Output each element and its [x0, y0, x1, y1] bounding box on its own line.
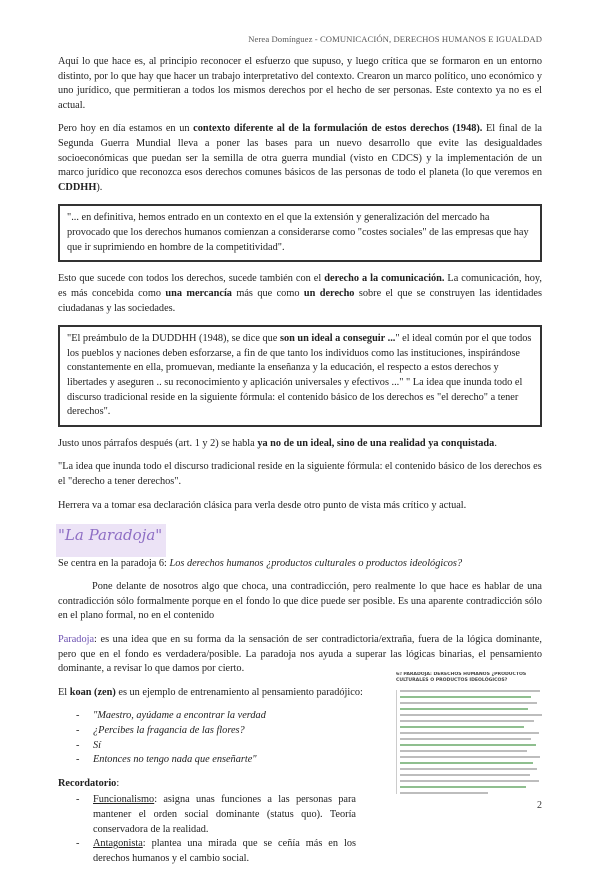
quote-box-preamble	[58, 325, 542, 427]
paragraph-articles	[58, 437, 542, 452]
quote-text	[67, 332, 533, 420]
section-title: "La Paradoja"	[58, 525, 162, 546]
bold-run: son un ideal a conseguir ...	[279, 333, 396, 345]
thumbnail-line	[400, 744, 536, 746]
italic-run: "Maestro, ayúdame a encontrar la verdad	[93, 710, 266, 722]
quote-text: "... en definitiva, hemos entrado en un contexto en el que la extensión y generalización del mercado ha provocado que los derechos humanos comienzan a considerarse como "costes sociales" de las empresas que hay que ir suprimiendo en hombre de la competitividad".	[67, 212, 529, 253]
text-run: .	[494, 437, 497, 449]
paragraph-communication-right	[58, 272, 542, 316]
thumbnail-line	[400, 714, 542, 716]
paragraph-formula: "La idea que inunda todo el discurso tradicional reside en la siguiente fórmula: el contenido básico de los derechos es el "derecho a tener derechos".	[58, 461, 542, 488]
paragraph-paradox-definition	[58, 633, 542, 677]
text-run: sobre el que se construyen las identidades ciudadanas y las sociedades.	[58, 287, 542, 314]
text-run: más que como	[231, 287, 304, 299]
thumbnail-line	[400, 780, 539, 782]
thumbnail-line	[400, 726, 524, 728]
term-paradoja: Paradoja	[58, 633, 95, 645]
italic-run: Los derechos humanos ¿productos culturales o productos ideológicos?	[169, 557, 463, 569]
thumbnail-line	[400, 738, 531, 740]
italic-run: Sí	[93, 739, 102, 751]
thumbnail-line	[400, 732, 539, 734]
text-run: Pero hoy en día estamos en un	[58, 123, 194, 135]
italic-run: Entonces no tengo nada que enseñarte"	[93, 754, 257, 766]
list-item	[76, 793, 356, 837]
thumbnail-line	[400, 792, 488, 794]
bold-run: CDDHH	[58, 181, 97, 193]
text-run: Justo unos párrafos después (art. 1 y 2) se habla	[58, 437, 258, 449]
thumbnail-line	[400, 708, 528, 710]
list-item	[76, 837, 356, 866]
italic-run: ¿Percibes la fragancia de las flores?	[93, 725, 245, 737]
paragraph-herrera: Herrera va a tomar esa declaración clásica para verla desde otro punto de vista más crítico y actual.	[58, 499, 467, 511]
paragraph-contradiction: Pone delante de nosotros algo que choca, una contradicción, pero realmente lo que hace es hablar de una contradicción sólo formalmente porque en el fondo lo que dice puede ser posible. Es una aparente contradicción sólo en el plano formal, no en el contenido	[58, 581, 542, 622]
page-number: 2	[537, 800, 542, 811]
section-title-wrapper	[58, 522, 162, 556]
text-run: " el ideal común por el que todos los pueblos y naciones deben esforzarse, a fin de que tanto los individuos como las instituciones, inspirándose constantemente en ella, promuevan, mediante la enseñanza y la educación, el respecto a estos derechos y libertades y aseguren .. su reconocimiento y aplicación universales y efectivos ..." " La idea que inunda todo el discurso tradicional reside en la siguiente fórmula: el contenido básico de los derechos es "el derecho" a tener derechos".	[67, 333, 532, 418]
thumbnail-line	[400, 774, 530, 776]
text-run: Esto que sucede con todos los derechos, sucede también con el	[58, 273, 325, 285]
text-run: : asigna unas funciones a las personas para mantener el orden social dominante (status quo). Teoría conservadora de la realidad.	[93, 794, 356, 835]
thumbnail-line	[400, 720, 534, 722]
thumbnail-line	[400, 696, 531, 698]
text-run: : plantea una mirada que se ceñía más en los derechos humanos y el cambio social.	[93, 838, 356, 864]
bold-run: contexto diferente al de la formulación de estos derechos (1948).	[193, 123, 483, 135]
term-antagonista: Antagonista	[93, 838, 143, 850]
paragraph-context: Aquí lo que hace es, al principio reconocer el esfuerzo que supuso, y luego crítica que se formaron en un entorno distinto, por lo que hay que hacer un trabajo interpretativo del contexto. Crearon un marco político, uno económico y uno jurídico, que permitieran a todos los mismos derechos por el hecho de ser personas. Este contexto ya no es el actual.	[58, 56, 542, 111]
embedded-document-thumbnail	[396, 672, 546, 838]
bold-run: ya no de un ideal, sino de una realidad ya conquistada	[257, 437, 495, 449]
thumbnail-line	[400, 762, 533, 764]
text-run: El	[58, 686, 70, 698]
thumbnail-line	[400, 768, 537, 770]
thumbnail-title: 6ª PARADOJA: DERECHOS HUMANOS ¿PRODUCTOS CULTURALES O PRODUCTOS IDEOLÓGICOS?	[396, 672, 527, 683]
term-funcionalismo: Funcionalismo	[93, 794, 155, 806]
text-run: "El preámbulo de la DUDDHH (1948), se dice que	[67, 333, 280, 345]
page-header: Nerea Domínguez - COMUNICACIÓN, DERECHOS HUMANOS E IGUALDAD	[248, 34, 542, 44]
thumbnail-line	[400, 756, 540, 758]
text-run: El final de la Segunda Guerra Mundial lleva a poner las bases para un nuevo desarrollo que evite las desigualdades socioeconómicas que puedan ser la semilla de otra guerra mundial (visto en CDCS) y la implementación de un marco jurídico que reconozca esos derechos comunes básicos de las personas de todo el planeta (lo que veremos en	[58, 123, 543, 179]
text-run: La comunicación, hoy, es más concebida como	[58, 273, 542, 299]
recordatorio-list	[58, 793, 356, 866]
paragraph-different-context	[58, 122, 542, 195]
quote-box-market	[58, 204, 542, 262]
thumbnail-line	[400, 750, 527, 752]
text-run: :	[116, 777, 120, 789]
bold-run: koan (zen)	[69, 686, 116, 698]
thumbnail-line	[400, 786, 526, 788]
text-run: Se centra en la paradoja 6:	[58, 557, 170, 569]
bold-run: derecho a la comunicación.	[324, 273, 445, 285]
paragraph-paradox-6	[58, 557, 542, 572]
text-run: ).	[96, 181, 103, 193]
thumbnail-text-lines	[396, 690, 546, 794]
bold-run: Recordatorio	[58, 777, 117, 789]
thumbnail-line	[400, 702, 537, 704]
bold-run: un derecho	[303, 287, 355, 299]
bold-run: una mercancía	[165, 287, 232, 299]
text-run: es un ejemplo de entrenamiento al pensamiento paradójico:	[115, 686, 363, 698]
text-run: : es una idea que en su forma da la sensación de ser contradictoria/extraña, fuera de la lógica dominante, pero que en el fondo es verdadera/posible. La paradoja nos ayuda a superar las lógicas binarias, el pensamiento dominante, a revisar lo que damos por cierto.	[58, 633, 542, 675]
thumbnail-line	[400, 690, 540, 692]
